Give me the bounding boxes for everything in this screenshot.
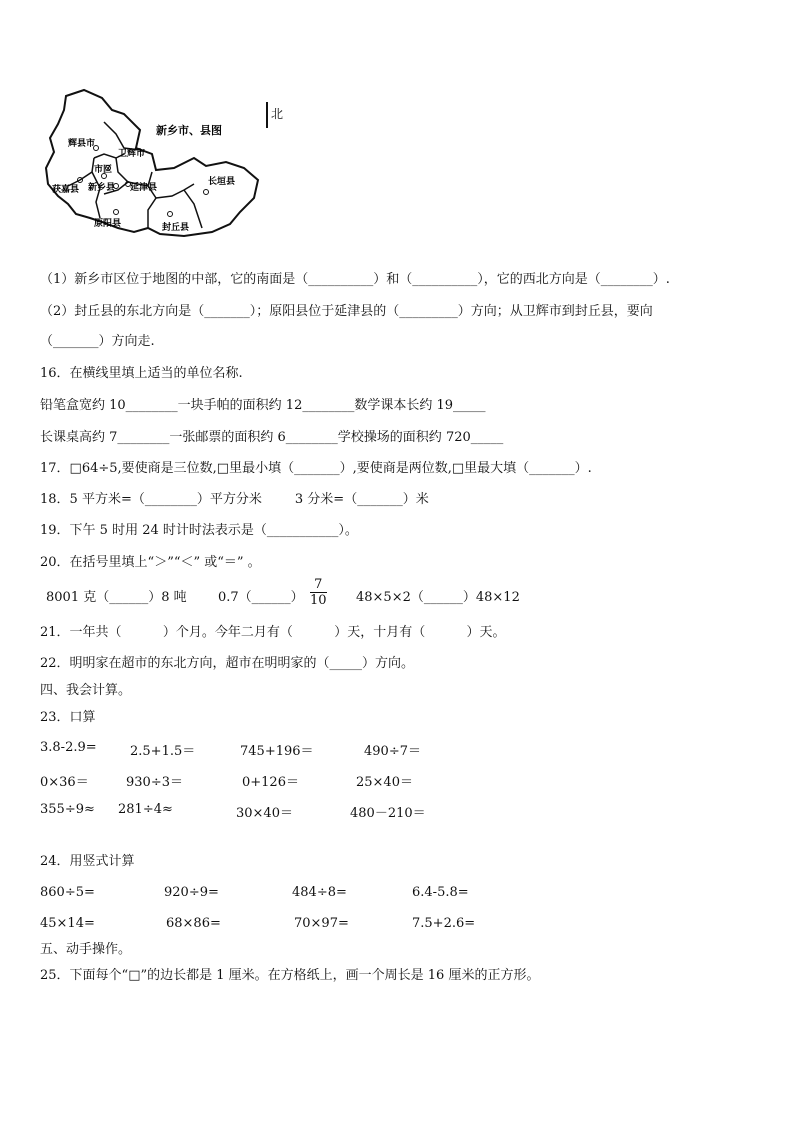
north-label: 北 xyxy=(271,107,284,121)
q20-item-b: 0.7（______） xyxy=(218,590,304,605)
map-label-xinxiang: 新乡县 xyxy=(88,183,116,193)
q23-r1-c2: 2.5+1.5＝ xyxy=(130,744,196,759)
map-label-changyuan: 长垣县 xyxy=(208,177,236,187)
q15-part3: （_______）方向走. xyxy=(40,334,155,349)
map-label-yuanyang: 原阳县 xyxy=(94,219,122,229)
q23-r3-c3: 30×40＝ xyxy=(236,806,293,821)
q23-r3-c1: 355÷9≈ xyxy=(40,802,95,817)
q24-r1-c2: 920÷9= xyxy=(164,885,219,900)
q15-part1: （1）新乡市区位于地图的中部，它的南面是（__________）和（__________），它的西北方向是（________）. xyxy=(40,272,670,287)
q23-r2-c3: 0+126＝ xyxy=(242,775,299,790)
fraction-denominator: 10 xyxy=(310,593,327,608)
q20-item-a: 8001 克（______）8 吨 xyxy=(46,590,187,605)
q23-r2-c4: 25×40＝ xyxy=(356,775,413,790)
q23-r1-c4: 490÷7＝ xyxy=(364,744,421,759)
map-label-fengqiu: 封丘县 xyxy=(162,223,190,233)
q18: 18．5 平方米=（________）平方分米 3 分米=（_______）米 xyxy=(40,492,429,507)
q16-row2: 长课桌高约 7________一张邮票的面积约 6________学校操场的面积约 720_____ xyxy=(40,430,504,445)
q23-title: 23．口算 xyxy=(40,710,96,725)
q24-r1-c3: 484÷8= xyxy=(292,885,347,900)
q24-r1-c1: 860÷5= xyxy=(40,885,95,900)
map-label-huixian: 辉县市 xyxy=(68,139,96,149)
map-label-weihui: 卫辉市 xyxy=(118,149,146,159)
q24-r2-c1: 45×14= xyxy=(40,916,95,931)
section-4-heading: 四、我会计算。 xyxy=(40,683,132,698)
q20-title: 20．在括号里填上“＞”“＜” 或“＝” 。 xyxy=(40,555,261,570)
north-arrow xyxy=(266,102,268,128)
fraction-numerator: 7 xyxy=(310,577,327,593)
q17: 17．□64÷5,要使商是三位数,□里最小填（_______）,要使商是两位数,□里最大填（_______）. xyxy=(40,461,592,476)
q25: 25．下面每个“□”的边长都是 1 厘米。在方格纸上，画一个周长是 16 厘米的正方形。 xyxy=(40,968,540,983)
q16-title: 16．在横线里填上适当的单位名称. xyxy=(40,366,243,381)
map-label-shiqu: 市区 xyxy=(94,165,113,175)
q23-r1-c3: 745+196＝ xyxy=(240,744,314,759)
q19: 19．下午 5 时用 24 时计时法表示是（___________）。 xyxy=(40,523,358,538)
map-label-yanjin: 延津县 xyxy=(130,183,158,193)
q20-item-c: 48×5×2（______）48×12 xyxy=(356,590,520,605)
q16-row1: 铅笔盒宽约 10________一块手帕的面积约 12________数学课本长约 19_____ xyxy=(40,398,486,413)
map-title: 新乡市、县图 xyxy=(156,124,222,137)
q15-part2: （2）封丘县的东北方向是（_______）；原阳县位于延津县的（_________）方向；从卫辉市到封丘县，要向 xyxy=(40,304,653,319)
q21: 21．一年共（ ）个月。今年二月有（ ）天，十月有（ ）天。 xyxy=(40,625,506,640)
q23-r3-c2: 281÷4≈ xyxy=(118,802,173,817)
q24-r2-c4: 7.5+2.6= xyxy=(412,916,476,931)
q23-r1-c1: 3.8-2.9= xyxy=(40,740,97,755)
q24-r2-c3: 70×97= xyxy=(294,916,349,931)
q23-r2-c1: 0×36＝ xyxy=(40,775,89,790)
section-5-heading: 五、动手操作。 xyxy=(40,942,132,957)
q23-r2-c2: 930÷3＝ xyxy=(126,775,183,790)
q22: 22．明明家在超市的东北方向，超市在明明家的（_____）方向。 xyxy=(40,656,415,671)
q24-r1-c4: 6.4-5.8= xyxy=(412,885,469,900)
q23-r3-c4: 480－210＝ xyxy=(350,806,426,821)
map-label-huojia: 获嘉县 xyxy=(52,185,80,195)
q20-fraction xyxy=(310,577,327,608)
q24-r2-c2: 68×86= xyxy=(166,916,221,931)
xinxiang-county-map xyxy=(44,88,274,240)
q24-title: 24．用竖式计算 xyxy=(40,854,135,869)
